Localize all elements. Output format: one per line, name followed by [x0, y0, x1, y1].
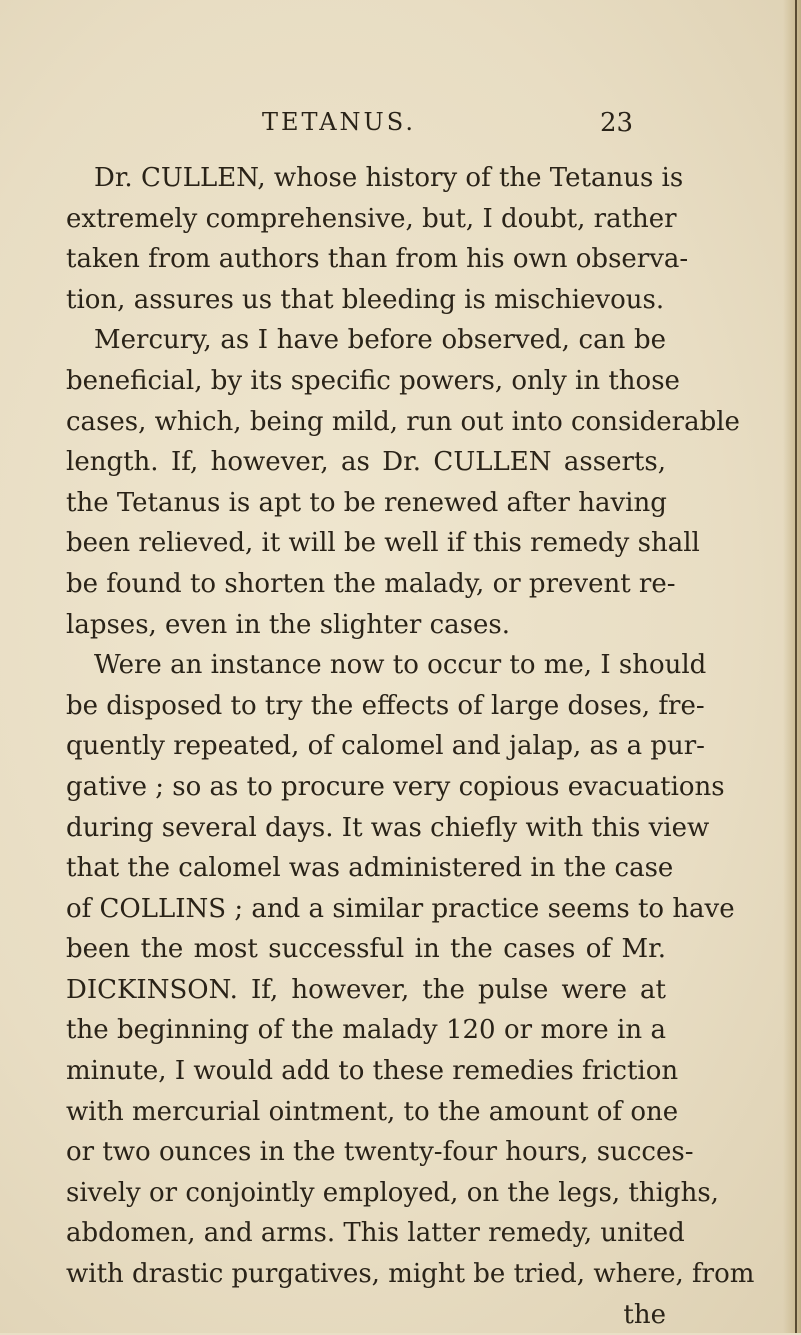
text-line: be found to shorten the malady, or prevent re- [66, 568, 676, 599]
text-line: Mercury, as I have before observed, can be [94, 325, 666, 356]
text-line: cases, which, being mild, run out into considerable [66, 406, 740, 437]
text-line: taken from authors than from his own observa- [66, 244, 689, 275]
text-line: extremely comprehensive, but, I doubt, rather [66, 203, 677, 234]
text-line: the beginning of the malady 120 or more in a [66, 1015, 666, 1046]
text-line: during several days. It was chiefly with this view [66, 812, 710, 843]
text-line: or two ounces in the twenty-four hours, succes- [66, 1137, 694, 1168]
text-line: the Tetanus is apt to be renewed after having [66, 487, 667, 518]
text-line: Were an instance now to occur to me, I should [94, 650, 707, 681]
text-line: that the calomel was administered in the case [66, 853, 674, 884]
page-edge-shadow [783, 0, 801, 1333]
text-line: be disposed to try the effects of large doses, fre- [66, 690, 705, 721]
text-line: with drastic purgatives, might be tried, where, from [66, 1259, 755, 1290]
text-line: lapses, even in the slighter cases. [66, 609, 510, 640]
text-line: tion, assures us that bleeding is mischievous. [66, 284, 665, 315]
text-line: been the most successful in the cases of Mr. [66, 934, 666, 965]
text-line: DICKINSON. If, however, the pulse were at [66, 974, 666, 1005]
text-line: abdomen, and arms. This latter remedy, united [66, 1218, 685, 1249]
page-number: 23 [600, 108, 634, 138]
text-line: of COLLINS ; and a similar practice seems to have [66, 893, 735, 924]
text-line: minute, I would add to these remedies friction [66, 1056, 679, 1087]
text-line: sively or conjointly employed, on the legs, thighs, [66, 1177, 719, 1208]
text-line: been relieved, it will be well if this remedy shall [66, 528, 700, 559]
body-text [66, 158, 755, 1335]
running-head: TETANUS. [262, 108, 416, 136]
text-line: quently repeated, of calomel and jalap, as a pur- [66, 731, 705, 762]
text-line: gative ; so as to procure very copious evacuations [66, 771, 725, 802]
text-line: Dr. CULLEN, whose history of the Tetanus is [94, 163, 684, 193]
catchword: the [623, 1299, 666, 1330]
text-line: length. If, however, as Dr. CULLEN asserts, [66, 447, 666, 478]
text-line: with mercurial ointment, to the amount of one [66, 1096, 679, 1127]
page-header [0, 108, 801, 148]
text-line: beneficial, by its specific powers, only in those [66, 365, 680, 396]
